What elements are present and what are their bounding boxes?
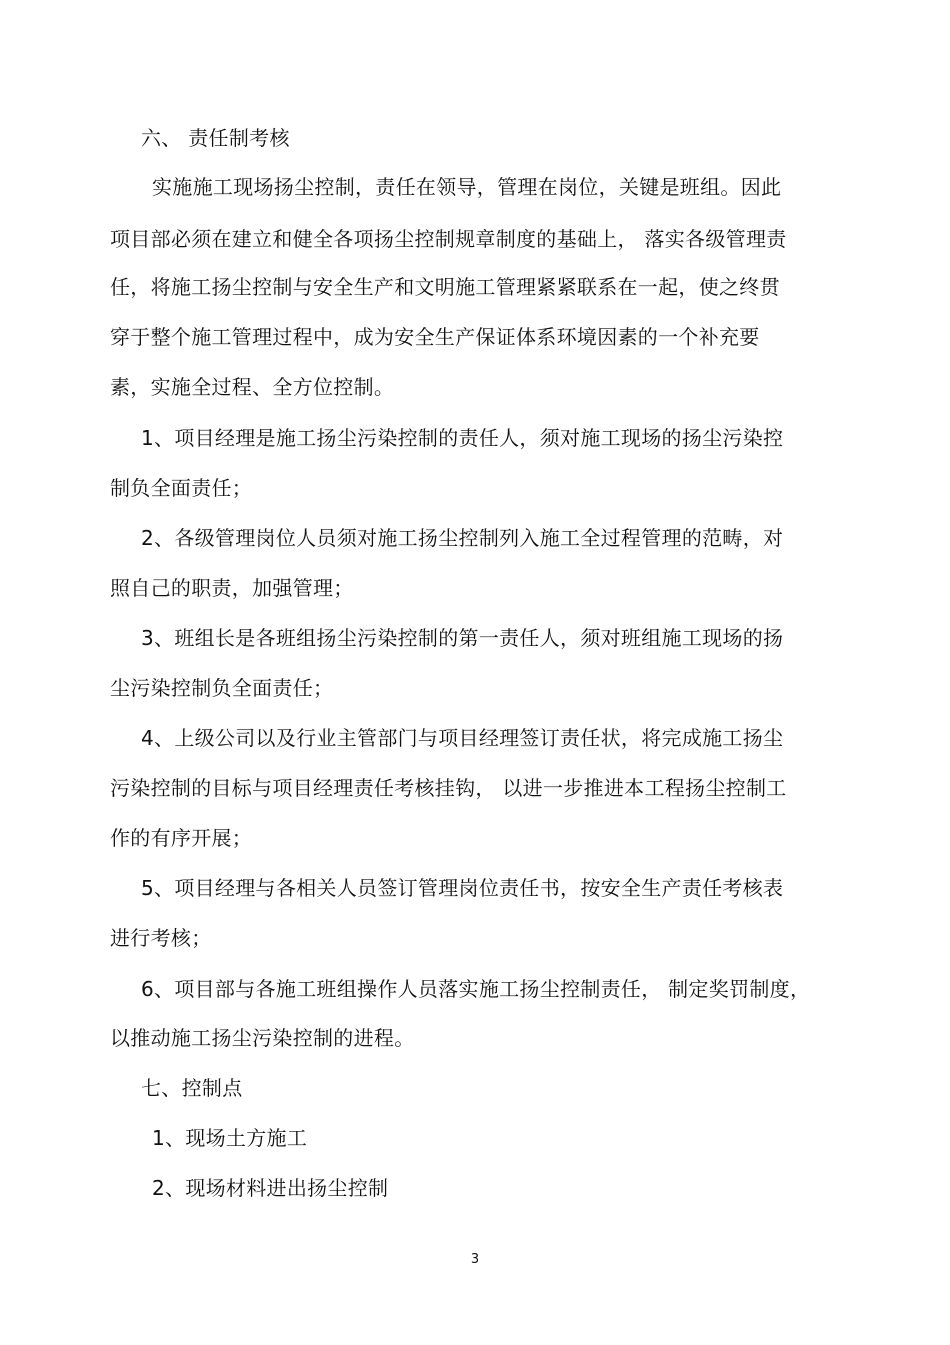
list-item-1: 1、项目经理是施工扬尘污染控制的责任人，须对施工现场的扬尘污染控 [141, 426, 784, 450]
page-number: 3 [470, 1252, 480, 1267]
list-item-5: 5、项目经理与各相关人员签订管理岗位责任书，按安全生产责任考核表 [141, 876, 784, 900]
list-item-2-cont: 照自己的职责，加强管理； [110, 576, 354, 600]
control-point-2: 2、现场材料进出扬尘控制 [152, 1176, 389, 1200]
section-heading-seven: 七、控制点 [141, 1076, 243, 1100]
paragraph-line: 素，实施全过程、全方位控制。 [110, 375, 395, 399]
list-item-4: 4、上级公司以及行业主管部门与项目经理签订责任状，将完成施工扬尘 [141, 726, 784, 750]
list-item-1-cont: 制负全面责任； [110, 476, 253, 500]
list-item-2: 2、各级管理岗位人员须对施工扬尘控制列入施工全过程管理的范畴，对 [141, 526, 784, 550]
paragraph-line: 项目部必须在建立和健全各项扬尘控制规章制度的基础上， 落实各级管理责 [110, 227, 787, 251]
paragraph-line: 任，将施工扬尘控制与安全生产和文明施工管理紧紧联系在一起，使之终贯 [110, 275, 780, 299]
paragraph-line: 实施施工现场扬尘控制，责任在领导，管理在岗位，关键是班组。因此 [152, 175, 782, 199]
list-item-4-cont: 污染控制的目标与项目经理责任考核挂钩， 以进一步推进本工程扬尘控制工 [110, 776, 787, 800]
list-item-5-cont: 进行考核； [110, 926, 212, 950]
control-point-1: 1、现场土方施工 [152, 1126, 308, 1150]
paragraph-line: 穿于整个施工管理过程中，成为安全生产保证体系环境因素的一个补充要 [110, 325, 760, 349]
section-heading-six: 六、 责任制考核 [141, 126, 290, 150]
list-item-4-cont: 作的有序开展； [110, 826, 253, 850]
list-item-3: 3、班组长是各班组扬尘污染控制的第一责任人，须对班组施工现场的扬 [141, 626, 784, 650]
list-item-3-cont: 尘污染控制负全面责任； [110, 676, 334, 700]
list-item-6-cont: 以推动施工扬尘污染控制的进程。 [110, 1026, 415, 1050]
list-item-6: 6、项目部与各施工班组操作人员落实施工扬尘控制责任， 制定奖罚制度， [141, 977, 811, 1001]
